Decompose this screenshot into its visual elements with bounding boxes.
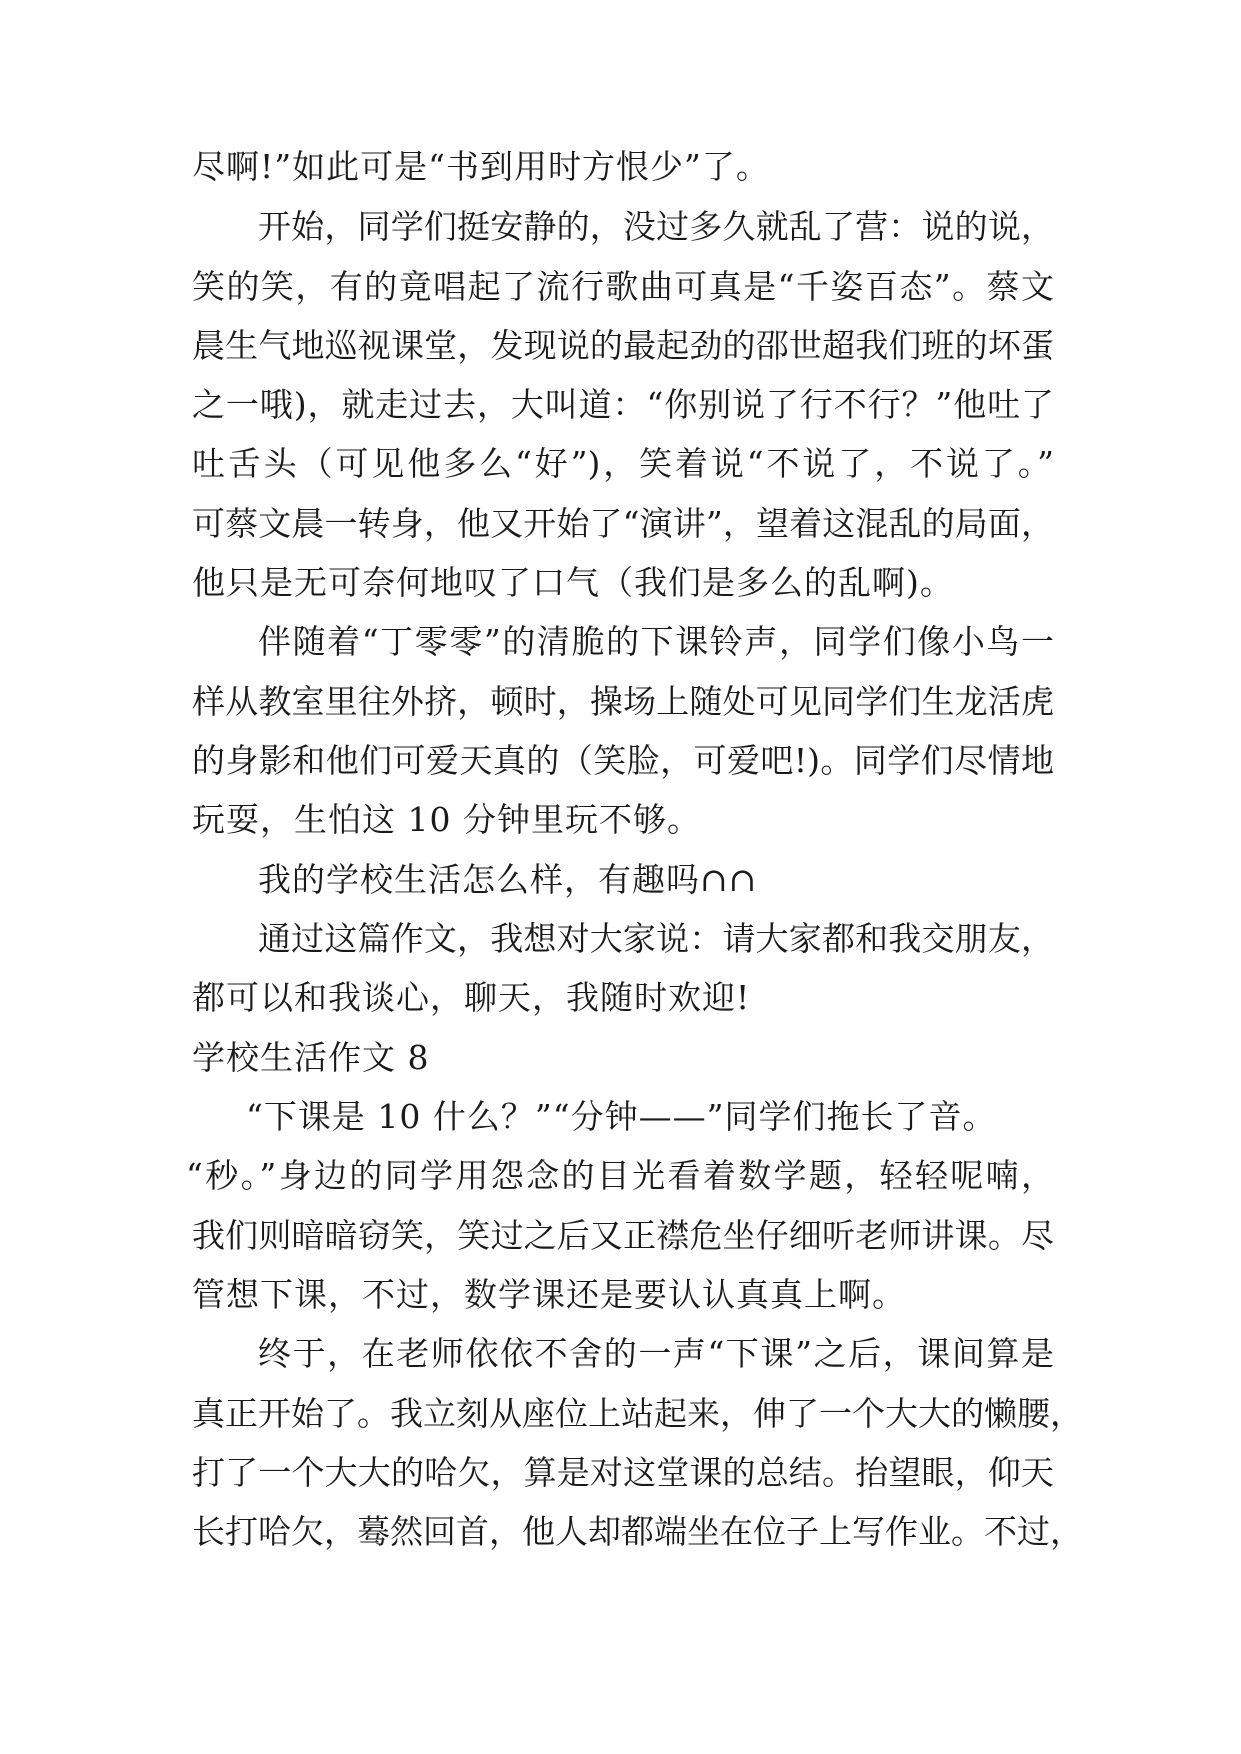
- text-line: 打了一个大大的哈欠，算是对这堂课的总结。抬望眼，仰天: [192, 1453, 1054, 1492]
- text-line: “秒。”身边的同学用怨念的目光看着数学题，轻轻呢喃，: [186, 1156, 1054, 1195]
- text-line: 伴随着“丁零零”的清脆的下课铃声，同学们像小鸟一: [258, 622, 1054, 661]
- text-line: 晨生气地巡视课堂，发现说的最起劲的邵世超我们班的坏蛋: [192, 326, 1054, 365]
- text-line: 样从教室里往外挤，顿时，操场上随处可见同学们生龙活虎: [192, 682, 1054, 721]
- text-line: 吐舌头（可见他多么“好”)，笑着说“不说了，不说了。”: [192, 444, 1054, 483]
- text-line: 玩耍，生怕这 10 分钟里玩不够。: [192, 800, 701, 839]
- text-line: 笑的笑，有的竟唱起了流行歌曲可真是“千姿百态”。蔡文: [192, 267, 1054, 306]
- text-line: 开始，同学们挺安静的，没过多久就乱了营：说的说，: [258, 207, 1054, 246]
- text-line: 终于，在老师依依不舍的一声“下课”之后，课间算是: [258, 1334, 1054, 1373]
- text-line: 管想下课，不过，数学课还是要认认真真上啊。: [192, 1275, 906, 1314]
- text-line: 的身影和他们可爱天真的（笑脸，可爱吧!)。同学们尽情地: [192, 741, 1054, 780]
- text-line: 可蔡文晨一转身，他又开始了“演讲”，望着这混乱的局面，: [192, 504, 1054, 543]
- text-line: “下课是 10 什么？”“分钟——”同学们拖长了音。: [246, 1097, 997, 1136]
- text-line: 我的学校生活怎么样，有趣吗∩∩: [258, 860, 758, 899]
- text-line: 长打哈欠，蓦然回首，他人却都端坐在位子上写作业。不过，: [192, 1512, 1083, 1551]
- text-line: 都可以和我谈心，聊天，我随时欢迎!: [192, 978, 751, 1017]
- text-line: 真正开始了。我立刻从座位上站起来，伸了一个大大的懒腰，: [192, 1394, 1083, 1433]
- text-line: 他只是无可奈何地叹了口气（我们是多么的乱啊)。: [192, 563, 954, 602]
- text-line: 我们则暗暗窃笑，笑过之后又正襟危坐仔细听老师讲课。尽: [192, 1216, 1054, 1255]
- text-line: 之一哦)，就走过去，大叫道：“你别说了行不行？”他吐了: [192, 385, 1054, 424]
- section-heading: 学校生活作文 8: [192, 1038, 430, 1077]
- text-line: 尽啊!”如此可是“书到用时方恨少”了。: [192, 147, 770, 186]
- text-line: 通过这篇作文，我想对大家说：请大家都和我交朋友，: [258, 919, 1054, 958]
